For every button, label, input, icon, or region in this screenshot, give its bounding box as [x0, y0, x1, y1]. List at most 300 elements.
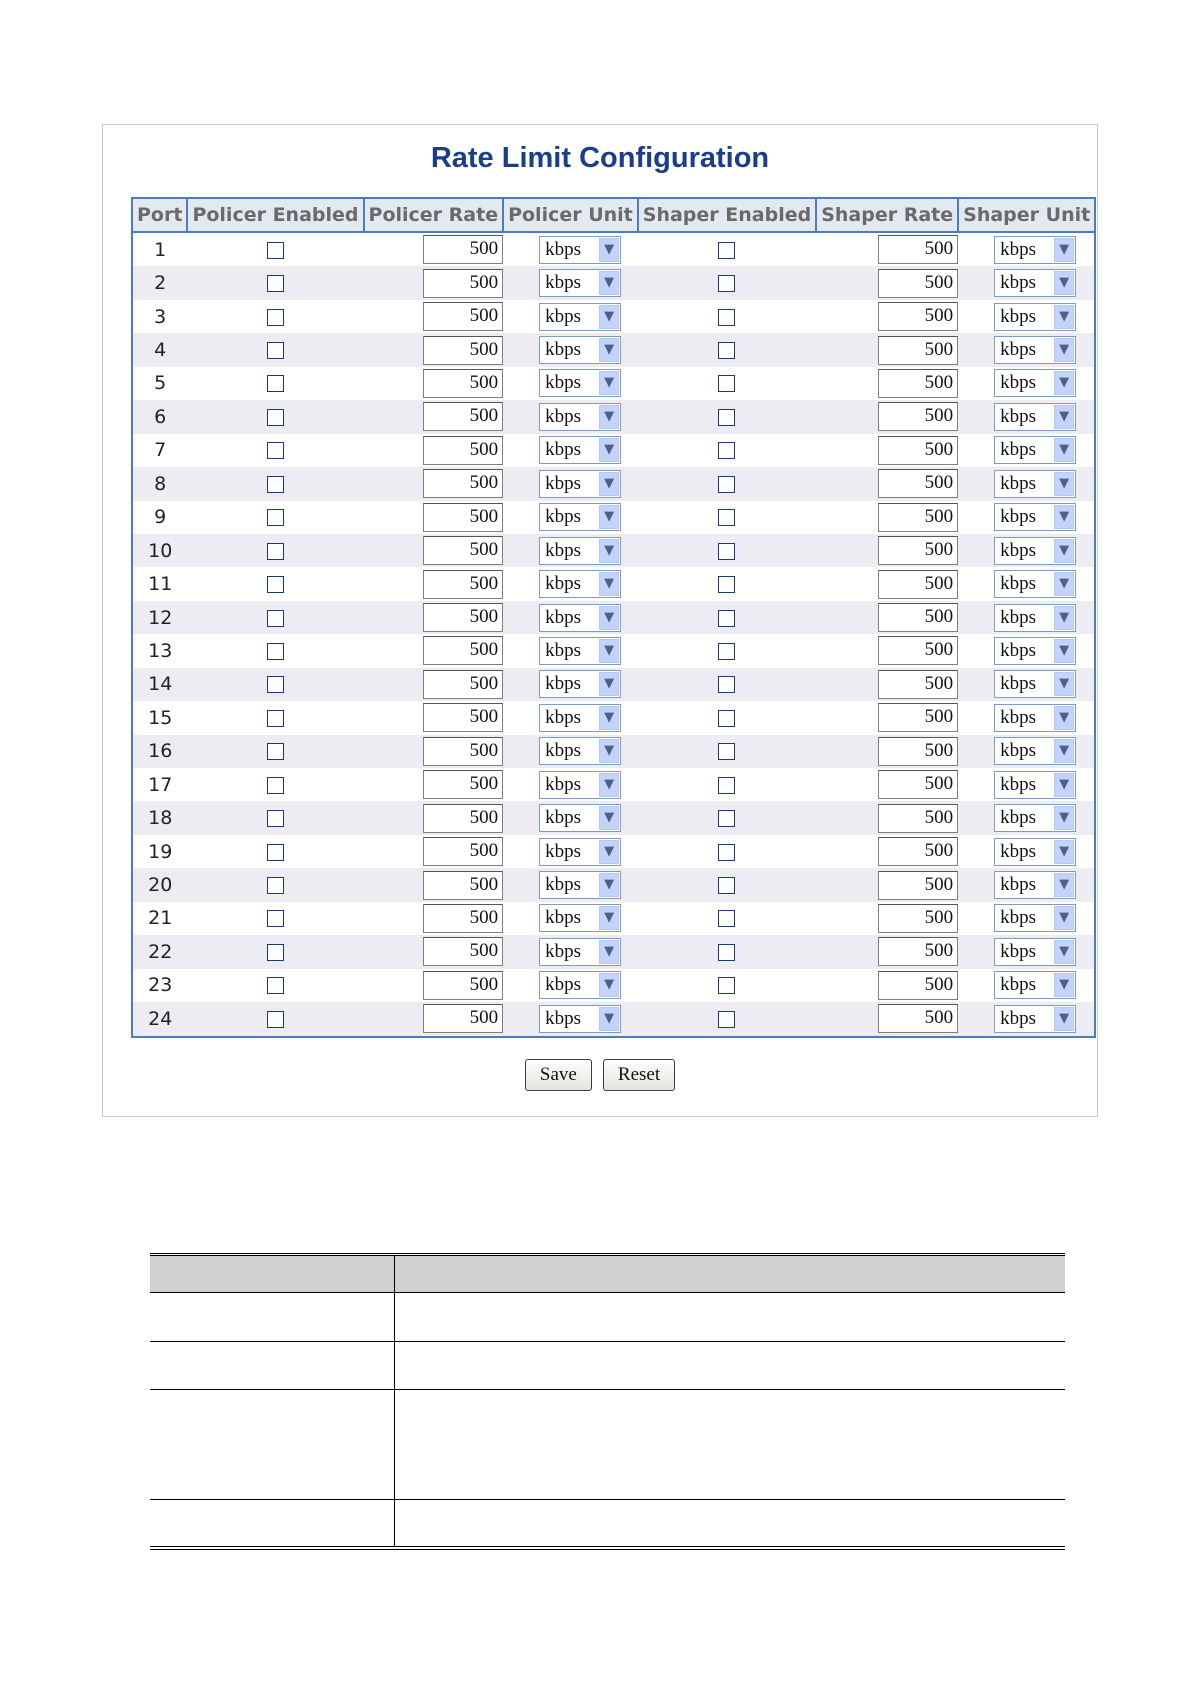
shaper-unit-select[interactable] — [994, 537, 1076, 565]
shaper-unit-select[interactable] — [994, 369, 1076, 397]
table-row — [132, 501, 1095, 534]
port-number: 4 — [132, 333, 187, 366]
shaper-unit-select[interactable] — [994, 604, 1076, 632]
policer-enabled-cell — [187, 232, 363, 266]
shaper-unit-cell — [958, 868, 1095, 901]
policer-enabled-cell — [187, 434, 363, 467]
policer-rate-input[interactable]: 500 — [423, 670, 503, 699]
policer-unit-select[interactable] — [539, 303, 621, 331]
policer-rate-cell — [364, 1002, 504, 1036]
policer-rate-input[interactable]: 500 — [423, 703, 503, 732]
description-cell — [150, 1500, 395, 1548]
chevron-down-icon[interactable]: ▼ — [599, 271, 619, 295]
chevron-down-icon[interactable]: ▼ — [1054, 305, 1074, 329]
shaper-rate-cell — [816, 735, 958, 768]
description-header-row — [150, 1255, 1065, 1293]
shaper-unit-value: kbps — [1000, 305, 1037, 327]
policer-rate-input[interactable]: 500 — [423, 636, 503, 665]
policer-enabled-checkbox[interactable] — [267, 777, 284, 794]
shaper-enabled-checkbox[interactable] — [718, 1011, 735, 1028]
policer-rate-input[interactable]: 500 — [423, 837, 503, 866]
table-row — [132, 400, 1095, 433]
shaper-rate-input[interactable]: 500 — [878, 369, 958, 398]
chevron-down-icon[interactable]: ▼ — [599, 940, 619, 964]
shaper-unit-select[interactable] — [994, 470, 1076, 498]
port-number: 10 — [132, 534, 187, 567]
shaper-rate-input[interactable]: 500 — [878, 402, 958, 431]
chevron-down-icon[interactable]: ▼ — [1054, 906, 1074, 930]
shaper-rate-input[interactable]: 500 — [878, 503, 958, 532]
policer-unit-value: kbps — [545, 372, 581, 394]
policer-rate-input[interactable]: 500 — [423, 937, 503, 966]
shaper-enabled-checkbox[interactable] — [718, 877, 735, 894]
chevron-down-icon[interactable]: ▼ — [599, 572, 619, 596]
description-header-cell — [395, 1255, 1066, 1293]
policer-enabled-checkbox[interactable] — [267, 409, 284, 426]
shaper-rate-input[interactable]: 500 — [878, 269, 958, 298]
shaper-enabled-checkbox[interactable] — [718, 710, 735, 727]
shaper-unit-cell — [958, 634, 1095, 667]
shaper-unit-select[interactable] — [994, 269, 1076, 297]
shaper-unit-select[interactable] — [994, 971, 1076, 999]
policer-rate-input[interactable]: 500 — [423, 336, 503, 365]
policer-enabled-checkbox[interactable] — [267, 810, 284, 827]
policer-rate-cell — [364, 534, 504, 567]
policer-rate-cell — [364, 567, 504, 600]
policer-rate-input[interactable]: 500 — [423, 737, 503, 766]
shaper-unit-select[interactable] — [994, 303, 1076, 331]
policer-unit-cell — [503, 701, 638, 734]
shaper-rate-input[interactable]: 500 — [878, 336, 958, 365]
shaper-unit-select[interactable] — [994, 236, 1076, 264]
chevron-down-icon[interactable]: ▼ — [599, 371, 619, 395]
policer-enabled-cell — [187, 1002, 363, 1036]
shaper-unit-value: kbps — [1000, 940, 1037, 962]
shaper-enabled-checkbox[interactable] — [718, 375, 735, 392]
policer-unit-select[interactable] — [539, 704, 621, 732]
policer-enabled-checkbox[interactable] — [267, 509, 284, 526]
policer-unit-value: kbps — [545, 272, 581, 294]
table-row — [132, 768, 1095, 801]
policer-rate-cell — [364, 835, 504, 868]
policer-enabled-checkbox[interactable] — [267, 743, 284, 760]
shaper-rate-cell — [816, 434, 958, 467]
chevron-down-icon[interactable]: ▼ — [1054, 706, 1074, 730]
chevron-down-icon[interactable]: ▼ — [599, 606, 619, 630]
shaper-unit-value: kbps — [1000, 974, 1037, 996]
shaper-unit-select[interactable] — [994, 804, 1076, 832]
table-row — [132, 701, 1095, 734]
policer-rate-input[interactable]: 500 — [423, 1004, 503, 1033]
policer-enabled-cell — [187, 367, 363, 400]
policer-unit-select[interactable] — [539, 436, 621, 464]
policer-unit-cell — [503, 567, 638, 600]
policer-enabled-checkbox[interactable] — [267, 442, 284, 459]
shaper-unit-value: kbps — [1000, 807, 1037, 829]
shaper-enabled-checkbox[interactable] — [718, 810, 735, 827]
policer-unit-select[interactable] — [539, 503, 621, 531]
page-title: Rate Limit Configuration — [430, 142, 770, 174]
shaper-unit-select[interactable] — [994, 336, 1076, 364]
shaper-rate-input[interactable]: 500 — [878, 770, 958, 799]
shaper-rate-input[interactable]: 500 — [878, 436, 958, 465]
port-number: 19 — [132, 835, 187, 868]
shaper-rate-input[interactable]: 500 — [878, 1004, 958, 1033]
port-number: 11 — [132, 567, 187, 600]
policer-rate-input[interactable]: 500 — [423, 804, 503, 833]
port-number: 1 — [132, 232, 187, 266]
policer-rate-input[interactable]: 500 — [423, 436, 503, 465]
table-row — [132, 300, 1095, 333]
shaper-enabled-checkbox[interactable] — [718, 442, 735, 459]
chevron-down-icon[interactable]: ▼ — [1054, 238, 1074, 262]
policer-enabled-checkbox[interactable] — [267, 342, 284, 359]
shaper-enabled-checkbox[interactable] — [718, 844, 735, 861]
shaper-unit-select[interactable] — [994, 503, 1076, 531]
policer-unit-select[interactable] — [539, 570, 621, 598]
shaper-enabled-checkbox[interactable] — [718, 242, 735, 259]
policer-unit-select[interactable] — [539, 369, 621, 397]
chevron-down-icon[interactable]: ▼ — [599, 806, 619, 830]
chevron-down-icon[interactable]: ▼ — [1054, 873, 1074, 897]
policer-rate-input[interactable]: 500 — [423, 871, 503, 900]
policer-unit-value: kbps — [545, 606, 581, 628]
shaper-enabled-checkbox[interactable] — [718, 309, 735, 326]
policer-unit-cell — [503, 735, 638, 768]
shaper-rate-cell — [816, 501, 958, 534]
shaper-unit-select[interactable] — [994, 704, 1076, 732]
policer-unit-select[interactable] — [539, 336, 621, 364]
policer-enabled-checkbox[interactable] — [267, 1011, 284, 1028]
policer-enabled-checkbox[interactable] — [267, 910, 284, 927]
shaper-rate-input[interactable]: 500 — [878, 804, 958, 833]
table-row — [132, 634, 1095, 667]
shaper-unit-value: kbps — [1000, 874, 1037, 896]
policer-unit-cell — [503, 969, 638, 1002]
rate-limit-table — [131, 197, 1096, 1038]
policer-unit-cell — [503, 868, 638, 901]
policer-enabled-checkbox[interactable] — [267, 877, 284, 894]
policer-unit-select[interactable] — [539, 537, 621, 565]
shaper-enabled-cell — [638, 266, 816, 299]
policer-enabled-checkbox[interactable] — [267, 476, 284, 493]
port-number: 16 — [132, 735, 187, 768]
policer-enabled-checkbox[interactable] — [267, 275, 284, 292]
shaper-enabled-checkbox[interactable] — [718, 342, 735, 359]
policer-rate-input[interactable]: 500 — [423, 302, 503, 331]
shaper-rate-input[interactable]: 500 — [878, 469, 958, 498]
policer-unit-cell — [503, 634, 638, 667]
shaper-rate-input[interactable]: 500 — [878, 603, 958, 632]
policer-enabled-checkbox[interactable] — [267, 543, 284, 560]
policer-unit-select[interactable] — [539, 804, 621, 832]
chevron-down-icon[interactable]: ▼ — [1054, 472, 1074, 496]
shaper-unit-select[interactable] — [994, 637, 1076, 665]
policer-unit-select[interactable] — [539, 670, 621, 698]
policer-unit-select[interactable] — [539, 971, 621, 999]
shaper-unit-select[interactable] — [994, 771, 1076, 799]
shaper-enabled-checkbox[interactable] — [718, 944, 735, 961]
policer-enabled-checkbox[interactable] — [267, 643, 284, 660]
shaper-enabled-checkbox[interactable] — [718, 275, 735, 292]
shaper-enabled-checkbox[interactable] — [718, 476, 735, 493]
chevron-down-icon[interactable]: ▼ — [599, 238, 619, 262]
chevron-down-icon[interactable]: ▼ — [1054, 572, 1074, 596]
button-bar — [103, 1059, 1097, 1091]
shaper-unit-cell — [958, 300, 1095, 333]
policer-rate-cell — [364, 232, 504, 266]
table-row — [132, 668, 1095, 701]
shaper-enabled-checkbox[interactable] — [718, 643, 735, 660]
shaper-unit-select[interactable] — [994, 904, 1076, 932]
policer-rate-input[interactable]: 500 — [423, 369, 503, 398]
chevron-down-icon[interactable]: ▼ — [599, 472, 619, 496]
shaper-unit-cell — [958, 969, 1095, 1002]
shaper-rate-input[interactable]: 500 — [878, 235, 958, 264]
shaper-enabled-checkbox[interactable] — [718, 977, 735, 994]
policer-unit-select[interactable] — [539, 269, 621, 297]
policer-enabled-cell — [187, 601, 363, 634]
shaper-unit-value: kbps — [1000, 773, 1037, 795]
column-header-policer-unit: Policer Unit — [503, 198, 638, 232]
shaper-unit-select[interactable] — [994, 1005, 1076, 1033]
shaper-enabled-checkbox[interactable] — [718, 509, 735, 526]
description-row — [150, 1342, 1065, 1390]
shaper-enabled-cell — [638, 534, 816, 567]
policer-enabled-cell — [187, 902, 363, 935]
port-number: 18 — [132, 801, 187, 834]
shaper-rate-input[interactable]: 500 — [878, 837, 958, 866]
column-header-shaper-enabled: Shaper Enabled — [638, 198, 816, 232]
policer-rate-input[interactable]: 500 — [423, 971, 503, 1000]
shaper-rate-input[interactable]: 500 — [878, 737, 958, 766]
port-number: 9 — [132, 501, 187, 534]
chevron-down-icon[interactable]: ▼ — [599, 539, 619, 563]
chevron-down-icon[interactable]: ▼ — [599, 706, 619, 730]
policer-rate-input[interactable]: 500 — [423, 469, 503, 498]
chevron-down-icon[interactable]: ▼ — [1054, 806, 1074, 830]
policer-unit-select[interactable] — [539, 236, 621, 264]
chevron-down-icon[interactable]: ▼ — [599, 873, 619, 897]
chevron-down-icon[interactable]: ▼ — [599, 906, 619, 930]
shaper-rate-cell — [816, 768, 958, 801]
chevron-down-icon[interactable]: ▼ — [599, 305, 619, 329]
shaper-unit-select[interactable] — [994, 570, 1076, 598]
shaper-enabled-checkbox[interactable] — [718, 610, 735, 627]
reset-button[interactable]: Reset — [603, 1059, 675, 1091]
shaper-rate-input[interactable]: 500 — [878, 636, 958, 665]
policer-enabled-checkbox[interactable] — [267, 710, 284, 727]
chevron-down-icon[interactable]: ▼ — [1054, 773, 1074, 797]
shaper-rate-input[interactable]: 500 — [878, 670, 958, 699]
policer-enabled-cell — [187, 668, 363, 701]
shaper-enabled-checkbox[interactable] — [718, 576, 735, 593]
shaper-enabled-checkbox[interactable] — [718, 910, 735, 927]
policer-enabled-checkbox[interactable] — [267, 676, 284, 693]
chevron-down-icon[interactable]: ▼ — [1054, 438, 1074, 462]
chevron-down-icon[interactable]: ▼ — [1054, 739, 1074, 763]
policer-unit-select[interactable] — [539, 938, 621, 966]
port-number: 13 — [132, 634, 187, 667]
chevron-down-icon[interactable]: ▼ — [1054, 606, 1074, 630]
chevron-down-icon[interactable]: ▼ — [599, 639, 619, 663]
chevron-down-icon[interactable]: ▼ — [1054, 973, 1074, 997]
policer-unit-select[interactable] — [539, 470, 621, 498]
shaper-unit-select[interactable] — [994, 670, 1076, 698]
shaper-unit-cell — [958, 467, 1095, 500]
shaper-unit-cell — [958, 367, 1095, 400]
description-cell — [150, 1293, 395, 1342]
policer-unit-select[interactable] — [539, 871, 621, 899]
chevron-down-icon[interactable]: ▼ — [1054, 672, 1074, 696]
shaper-rate-cell — [816, 701, 958, 734]
chevron-down-icon[interactable]: ▼ — [1054, 271, 1074, 295]
policer-unit-select[interactable] — [539, 904, 621, 932]
chevron-down-icon[interactable]: ▼ — [1054, 338, 1074, 362]
chevron-down-icon[interactable]: ▼ — [599, 438, 619, 462]
policer-unit-select[interactable] — [539, 637, 621, 665]
policer-rate-cell — [364, 367, 504, 400]
policer-unit-select[interactable] — [539, 604, 621, 632]
policer-unit-select[interactable] — [539, 737, 621, 765]
policer-rate-input[interactable]: 500 — [423, 235, 503, 264]
policer-unit-value: kbps — [545, 673, 581, 695]
policer-rate-cell — [364, 935, 504, 968]
chevron-down-icon[interactable]: ▼ — [599, 840, 619, 864]
policer-enabled-checkbox[interactable] — [267, 242, 284, 259]
shaper-unit-select[interactable] — [994, 737, 1076, 765]
shaper-enabled-checkbox[interactable] — [718, 409, 735, 426]
chevron-down-icon[interactable]: ▼ — [599, 739, 619, 763]
policer-rate-input[interactable]: 500 — [423, 269, 503, 298]
shaper-rate-input[interactable]: 500 — [878, 871, 958, 900]
chevron-down-icon[interactable]: ▼ — [1054, 940, 1074, 964]
policer-unit-select[interactable] — [539, 838, 621, 866]
shaper-enabled-cell — [638, 232, 816, 266]
port-number: 24 — [132, 1002, 187, 1036]
policer-rate-input[interactable]: 500 — [423, 536, 503, 565]
shaper-rate-input[interactable]: 500 — [878, 302, 958, 331]
table-row — [132, 467, 1095, 500]
policer-rate-cell — [364, 601, 504, 634]
shaper-enabled-cell — [638, 634, 816, 667]
policer-enabled-checkbox[interactable] — [267, 309, 284, 326]
policer-rate-cell — [364, 801, 504, 834]
chevron-down-icon[interactable]: ▼ — [1054, 371, 1074, 395]
save-button[interactable]: Save — [525, 1059, 592, 1091]
shaper-unit-value: kbps — [1000, 1007, 1037, 1029]
shaper-enabled-cell — [638, 668, 816, 701]
port-number: 8 — [132, 467, 187, 500]
shaper-enabled-checkbox[interactable] — [718, 777, 735, 794]
chevron-down-icon[interactable]: ▼ — [599, 405, 619, 429]
policer-rate-input[interactable]: 500 — [423, 770, 503, 799]
column-header-policer-enabled: Policer Enabled — [187, 198, 363, 232]
policer-unit-select[interactable] — [539, 771, 621, 799]
shaper-unit-value: kbps — [1000, 673, 1037, 695]
shaper-enabled-cell — [638, 601, 816, 634]
shaper-rate-input[interactable]: 500 — [878, 570, 958, 599]
shaper-enabled-cell — [638, 1002, 816, 1036]
shaper-unit-select[interactable] — [994, 938, 1076, 966]
policer-enabled-cell — [187, 634, 363, 667]
policer-enabled-checkbox[interactable] — [267, 944, 284, 961]
chevron-down-icon[interactable]: ▼ — [599, 338, 619, 362]
shaper-rate-cell — [816, 467, 958, 500]
policer-unit-value: kbps — [545, 706, 581, 728]
shaper-enabled-cell — [638, 501, 816, 534]
description-table — [150, 1253, 1065, 1550]
shaper-unit-cell — [958, 1002, 1095, 1036]
shaper-unit-cell — [958, 434, 1095, 467]
chevron-down-icon[interactable]: ▼ — [599, 973, 619, 997]
chevron-down-icon[interactable]: ▼ — [1054, 639, 1074, 663]
policer-enabled-checkbox[interactable] — [267, 844, 284, 861]
shaper-rate-cell — [816, 835, 958, 868]
shaper-rate-input[interactable]: 500 — [878, 937, 958, 966]
policer-unit-cell — [503, 668, 638, 701]
chevron-down-icon[interactable]: ▼ — [1054, 539, 1074, 563]
shaper-unit-select[interactable] — [994, 838, 1076, 866]
shaper-enabled-cell — [638, 434, 816, 467]
policer-rate-input[interactable]: 500 — [423, 503, 503, 532]
chevron-down-icon[interactable]: ▼ — [1054, 505, 1074, 529]
column-header-port: Port — [132, 198, 187, 232]
chevron-down-icon[interactable]: ▼ — [599, 505, 619, 529]
policer-unit-select[interactable] — [539, 403, 621, 431]
policer-rate-input[interactable]: 500 — [423, 402, 503, 431]
shaper-enabled-checkbox[interactable] — [718, 676, 735, 693]
policer-unit-value: kbps — [545, 472, 581, 494]
shaper-rate-input[interactable]: 500 — [878, 703, 958, 732]
policer-rate-input[interactable]: 500 — [423, 570, 503, 599]
policer-enabled-checkbox[interactable] — [267, 375, 284, 392]
policer-rate-cell — [364, 501, 504, 534]
chevron-down-icon[interactable]: ▼ — [1054, 1007, 1074, 1031]
policer-enabled-checkbox[interactable] — [267, 610, 284, 627]
shaper-rate-input[interactable]: 500 — [878, 971, 958, 1000]
chevron-down-icon[interactable]: ▼ — [599, 1007, 619, 1031]
policer-enabled-cell — [187, 701, 363, 734]
shaper-enabled-checkbox[interactable] — [718, 543, 735, 560]
shaper-unit-select[interactable] — [994, 871, 1076, 899]
shaper-unit-select[interactable] — [994, 403, 1076, 431]
shaper-rate-input[interactable]: 500 — [878, 536, 958, 565]
chevron-down-icon[interactable]: ▼ — [599, 672, 619, 696]
policer-enabled-checkbox[interactable] — [267, 576, 284, 593]
shaper-rate-cell — [816, 367, 958, 400]
shaper-rate-cell — [816, 400, 958, 433]
policer-unit-select[interactable] — [539, 1005, 621, 1033]
chevron-down-icon[interactable]: ▼ — [1054, 840, 1074, 864]
policer-rate-input[interactable]: 500 — [423, 904, 503, 933]
shaper-unit-value: kbps — [1000, 706, 1037, 728]
table-row — [132, 266, 1095, 299]
policer-unit-cell — [503, 935, 638, 968]
policer-rate-input[interactable]: 500 — [423, 603, 503, 632]
policer-unit-cell — [503, 400, 638, 433]
shaper-enabled-cell — [638, 969, 816, 1002]
shaper-rate-input[interactable]: 500 — [878, 904, 958, 933]
policer-enabled-checkbox[interactable] — [267, 977, 284, 994]
shaper-unit-select[interactable] — [994, 436, 1076, 464]
chevron-down-icon[interactable]: ▼ — [599, 773, 619, 797]
shaper-enabled-checkbox[interactable] — [718, 743, 735, 760]
shaper-rate-cell — [816, 969, 958, 1002]
shaper-enabled-cell — [638, 300, 816, 333]
port-number: 21 — [132, 902, 187, 935]
chevron-down-icon[interactable]: ▼ — [1054, 405, 1074, 429]
